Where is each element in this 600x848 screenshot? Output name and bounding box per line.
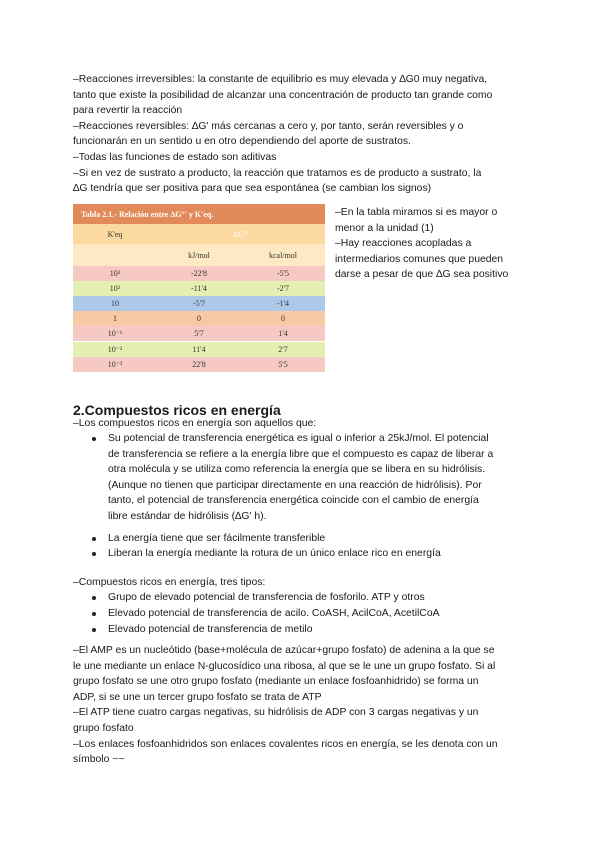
bullet-dot <box>92 612 96 616</box>
table-row <box>73 296 325 311</box>
types-lead: –Compuestos ricos en energía, tres tipos: <box>73 577 266 588</box>
table-units-row <box>73 244 325 266</box>
table-cell-kcal: 5'5 <box>278 359 288 369</box>
intro-line: funcionarán en un sentido u en otro dependiendo del aporte de sustratos. <box>73 136 411 148</box>
table-cell-kcal: -5'5 <box>276 269 290 279</box>
bullet-line: (Aunque no tienen que participar directamente en una reacción de hidrólisis). Por <box>108 479 482 491</box>
bullet-dot <box>92 437 96 441</box>
table-cell-keq: 10 <box>111 299 119 309</box>
side-note-line: darse a pesar de que ∆G sea positivo <box>335 269 509 281</box>
closing-line: le une mediante un enlace N-glucosídico una ribosa, al que se le une un grupo fosfato. Si al <box>73 660 496 672</box>
bullet-line: libre estándar de hidrólisis (∆G' h). <box>108 510 267 522</box>
bullet-item: La energía tiene que ser fácilmente transferible <box>108 533 326 544</box>
side-note <box>335 205 508 283</box>
closing-line: –El AMP es un nucleótido (base+molécula de azúcar+grupo fosfato) de adenina a la que se <box>73 645 495 656</box>
side-note-line: menor a la unidad (1) <box>335 222 434 234</box>
table-cell-kj: 0 <box>197 314 201 324</box>
bullet-dot <box>92 628 96 632</box>
table-cell-keq: 10⁻² <box>107 344 123 354</box>
table-cell-keq: 10⁻³ <box>107 359 123 369</box>
table-cell-kj: -11'4 <box>191 284 207 294</box>
table-cell-kcal: 0 <box>281 314 285 324</box>
intro-line: –Reacciones reversibles: ∆G' más cercanas a cero y, por tanto, serán reversibles y o <box>73 120 464 132</box>
unit-kj: kJ/mol <box>188 250 210 260</box>
bullet-dot <box>92 552 96 556</box>
table-title: Tabla 2.1.- Relación entre ∆G°' y K'eq. <box>73 204 325 224</box>
table-row <box>73 342 325 357</box>
table-cell-kj: 11'4 <box>192 344 206 354</box>
table-row <box>73 326 325 341</box>
bullet-item: Elevado potencial de transferencia de acilo. CoASH, AcilCoA, AcetilCoA <box>108 608 440 619</box>
closing-line: grupo fosfato <box>73 722 134 734</box>
table-cell-keq: 10² <box>109 284 121 294</box>
table-row <box>73 266 325 281</box>
side-note-line: intermediarios comunes que pueden <box>335 253 504 265</box>
section-lead: –Los compuestos ricos en energía son aquellos que: <box>73 418 317 429</box>
header-keq: K'eq <box>107 229 123 239</box>
closing-line: grupo fosfato se une otro grupo fosfato (mediante un enlace fosfoanhidrido) se forma un <box>73 676 479 688</box>
bullet-item: Liberan la energía mediante la rotura de un único enlace rico en energía <box>108 548 441 559</box>
table-cell-keq: 10³ <box>109 269 121 279</box>
bullet-dot <box>92 596 96 600</box>
keq-table <box>73 204 325 372</box>
bullet-dot <box>92 537 96 541</box>
bullet-item: Grupo de elevado potencial de transferencia de fosforilo. ATP y otros <box>108 592 425 603</box>
table-cell-keq: 1 <box>113 314 117 324</box>
table-cell-kj: -22'8 <box>190 269 208 279</box>
intro-line: –Todas las funciones de estado son aditivas <box>73 151 277 163</box>
intro-paragraph <box>73 72 492 197</box>
table-cell-kcal: 2'7 <box>278 344 288 354</box>
side-note-line: –En la tabla miramos si es mayor o <box>335 207 498 218</box>
intro-line: para revertir la reacción <box>73 105 183 117</box>
bullet-line: de transferencia se refiere a la energía libre que el compuesto es capaz de liberar a <box>108 448 494 460</box>
table-cell-kcal: -2'7 <box>276 284 290 294</box>
table-header-row <box>73 224 325 244</box>
closing-line: –Los enlaces fosfoanhidridos son enlaces covalentes ricos en energía, se les denota con un <box>73 738 498 750</box>
closing-line: –El ATP tiene cuatro cargas negativas, su hidrólisis de ADP con 3 cargas negativas y un <box>73 707 479 719</box>
table-row <box>73 357 325 372</box>
table-cell-kj: 22'8 <box>192 359 206 369</box>
table-cell-kcal: -1'4 <box>276 299 290 309</box>
table-row <box>73 281 325 296</box>
closing-paragraph <box>73 643 498 768</box>
bullet-line: otra molécula y se utiliza como referencia la energía que se libera en su hidrólisis. <box>108 464 486 476</box>
table-cell-kcal: 1'4 <box>278 329 288 339</box>
table-row <box>73 311 325 326</box>
closing-line: símbolo ~~ <box>73 754 125 766</box>
bullet-item <box>108 431 493 525</box>
intro-line: ∆G tendría que ser positiva para que sea espontánea (se cambian los signos) <box>73 183 432 195</box>
section-heading: 2.Compuestos ricos en energía <box>73 402 281 418</box>
side-note-line: –Hay reacciones acopladas a <box>335 238 472 250</box>
intro-line: –Reacciones irreversibles: la constante de equilibrio es muy elevada y ∆G0 muy negativa, <box>73 74 488 85</box>
closing-line: ADP, si se une un tercer grupo fosfato se trata de ATP <box>73 691 322 703</box>
table-cell-keq: 10⁻¹ <box>107 329 123 339</box>
unit-kcal: kcal/mol <box>269 250 297 260</box>
table-cell-kj: 5'7 <box>194 329 204 339</box>
bullet-line: tanto, el potencial de transferencia energética coincide con el cambio de energía <box>108 495 479 507</box>
header-dg: ∆G°' <box>233 229 249 239</box>
table-cell-kj: -5'7 <box>192 299 206 309</box>
intro-line: tanto que existe la posibilidad de alcanzar una concentración de producto tan grande como <box>73 89 493 101</box>
intro-line: –Si en vez de sustrato a producto, la reacción que tratamos es de producto a sustrato, la <box>73 167 482 179</box>
bullet-line: Su potencial de transferencia energética es igual o inferior a 25kJ/mol. El potencial <box>108 433 489 444</box>
bullet-item: Elevado potencial de transferencia de metilo <box>108 624 313 635</box>
